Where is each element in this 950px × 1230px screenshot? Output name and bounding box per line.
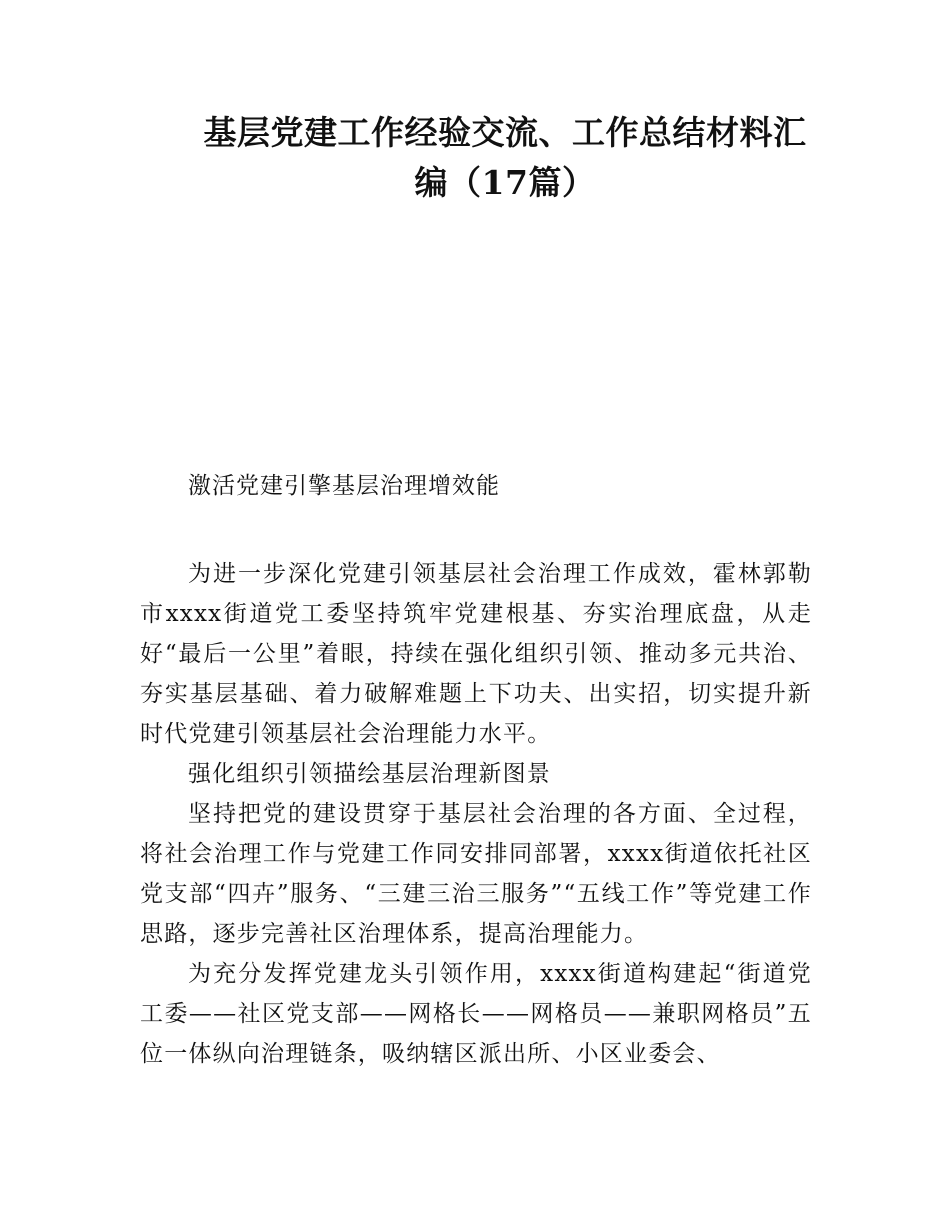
document-title	[140, 108, 870, 208]
paragraph-2: 坚持把党的建设贯穿于基层社会治理的各方面、全过程，将社会治理工作与党建工作同安排同部署，xxxx街道依托社区党支部“四卉”服务、“三建三治三服务”“五线工作”等党建工作思路，逐步完善社区治理体系，提高治理能力。	[140, 801, 812, 947]
paragraph-heading: 强化组织引领描绘基层治理新图景	[188, 761, 551, 787]
title-line-1: 基层党建工作经验交流、工作总结材料汇	[203, 113, 807, 152]
paragraph-3: 为充分发挥党建龙头引领作用，xxxx街道构建起“街道党工委——社区党支部——网格长——网格员——兼职网格员”五位一体纵向治理链条，吸纳辖区派出所、小区业委会、	[140, 961, 812, 1067]
document-body	[140, 554, 812, 1074]
paragraph-1: 为进一步深化党建引领基层社会治理工作成效，霍林郭勒市xxxx街道党工委坚持筑牢党建根基、夯实治理底盘，从走好“最后一公里”着眼，持续在强化组织引领、推动多元共治、夯实基层基础、着力破解难题上下功夫、出实招，切实提升新时代党建引领基层社会治理能力水平。	[140, 561, 812, 747]
title-line-2: 编（17篇）	[414, 163, 596, 202]
section-subtitle: 激活党建引擎基层治理增效能	[188, 473, 500, 499]
